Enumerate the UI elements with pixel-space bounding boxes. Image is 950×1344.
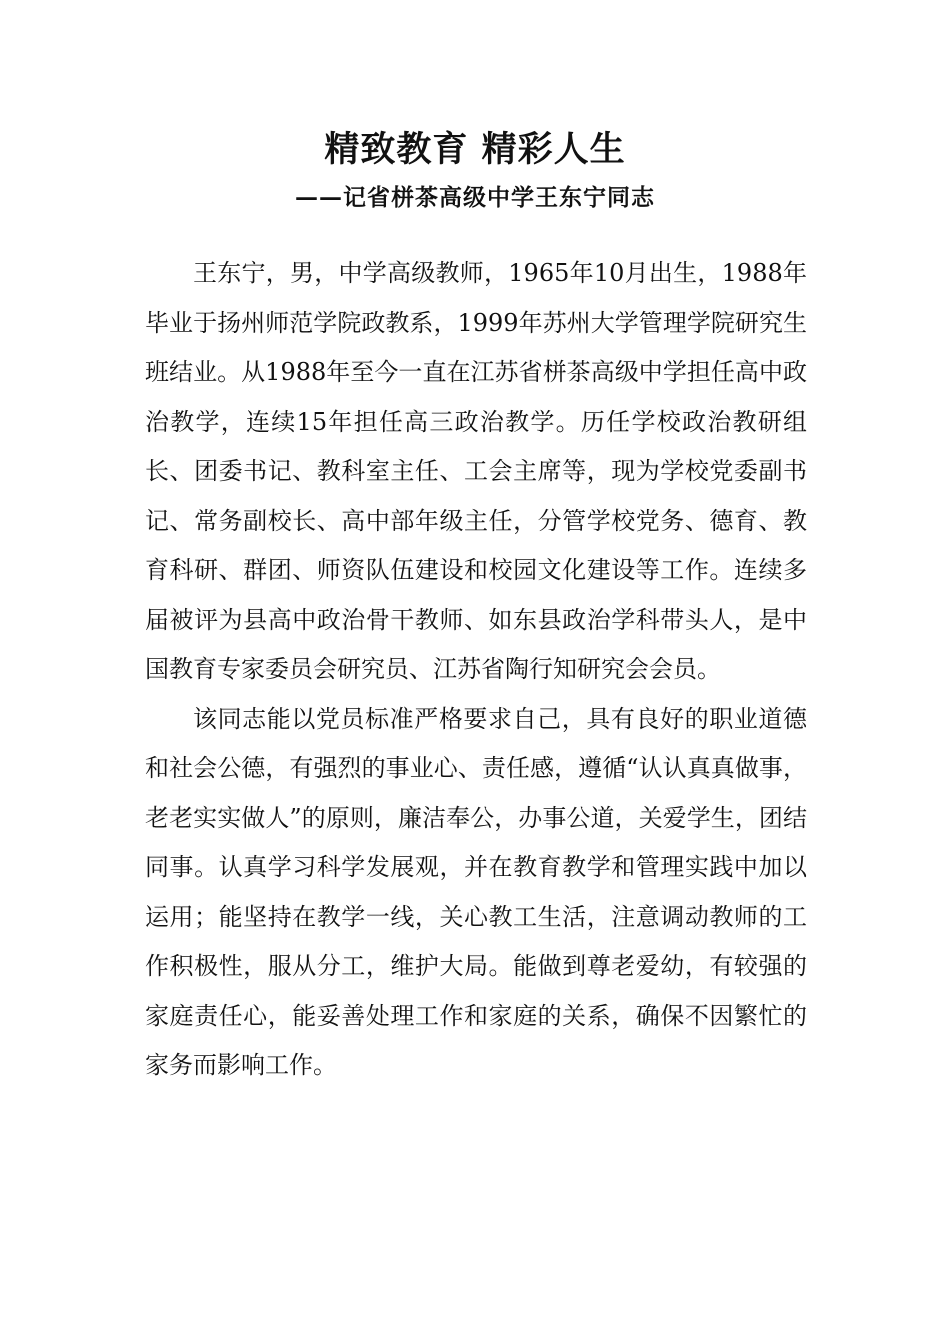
body-paragraph-2: 该同志能以党员标准严格要求自己，具有良好的职业道德和社会公德，有强烈的事业心、责任感，遵循“认认真真做事，老老实实做人”的原则，廉洁奉公，办事公道，关爱学生，团结同事。认真学习科学发展观，并在教育教学和管理实践中加以运用；能坚持在教学一线，关心教工生活，注意调动教师的工作积极性，服从分工，维护大局。能做到尊老爱幼，有较强的家庭责任心，能妥善处理工作和家庭的关系，确保不因繁忙的家务而影响工作。 — [145, 704, 807, 1079]
document-body — [145, 249, 807, 1091]
document-subtitle: ——记省栟茶高级中学王东宁同志 — [295, 184, 655, 211]
document-title: 精致教育 精彩人生 — [324, 130, 626, 170]
body-paragraph-1: 王东宁，男，中学高级教师，1965年10月出生，1988年毕业于扬州师范学院政教系，1999年苏州大学管理学院研究生班结业。从1988年至今一直在江苏省栟茶高级中学担任高中政治教学，连续15年担任高三政治教学。历任学校政治教研组长、团委书记、教科室主任、工会主席等，现为学校党委副书记、常务副校长、高中部年级主任，分管学校党务、德育、教育科研、群团、师资队伍建设和校园文化建设等工作。连续多届被评为县高中政治骨干教师、如东县政治学科带头人，是中国教育专家委员会研究员、江苏省陶行知研究会会员。 — [145, 259, 807, 683]
